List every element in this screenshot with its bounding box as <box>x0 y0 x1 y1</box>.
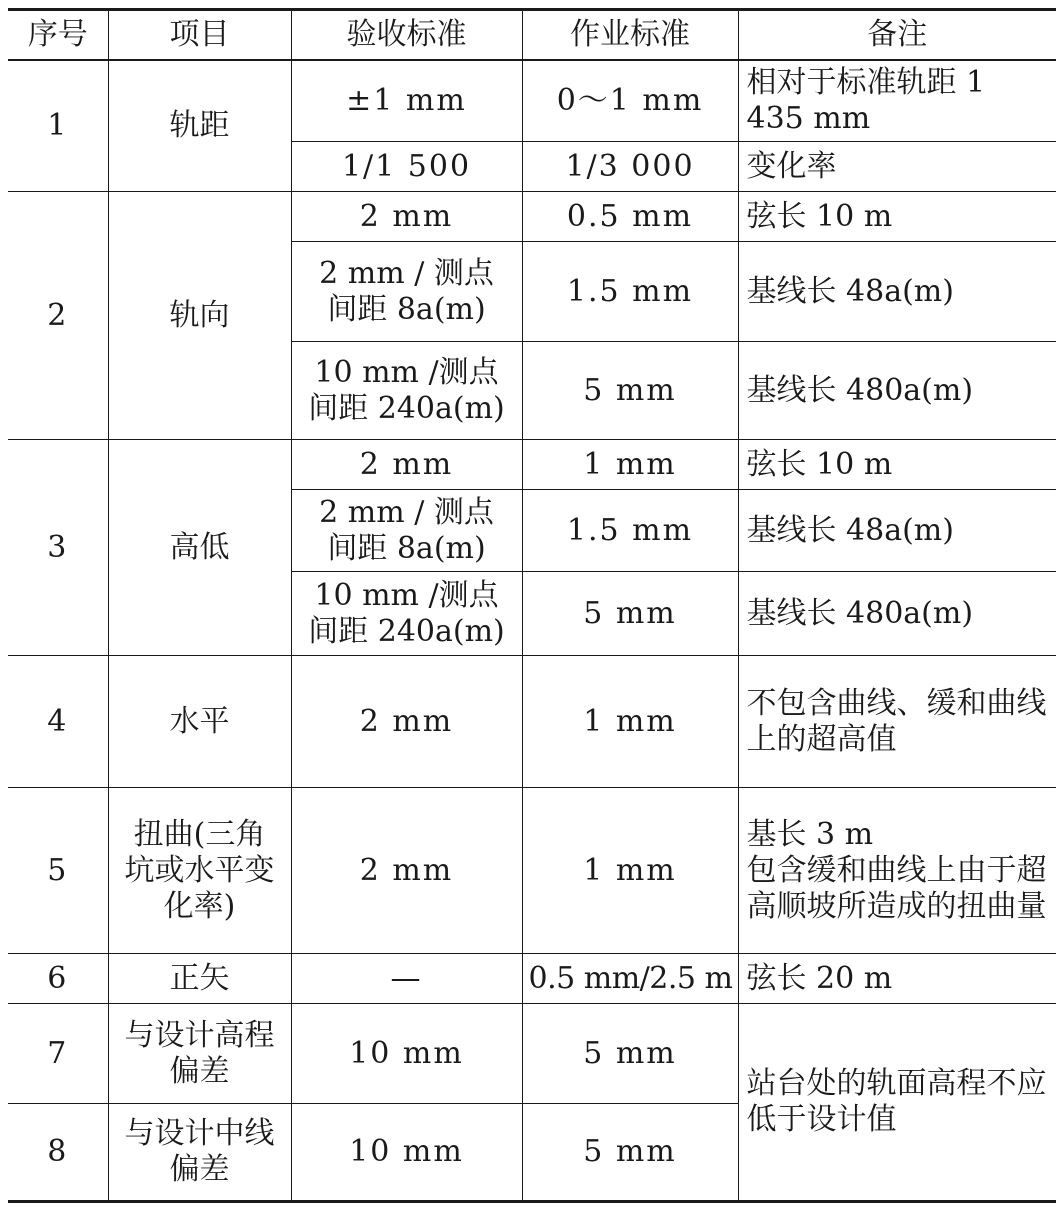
acceptance-cell: 2 mm / 测点间距 8a(m) <box>291 242 522 342</box>
remark-cell: 弦长 20 m <box>738 954 1056 1004</box>
table-row <box>8 656 1056 788</box>
row-item: 扭曲(三角坑或水平变化率) <box>108 788 291 954</box>
row-item: 轨距 <box>108 60 291 192</box>
work-cell: 5 mm <box>522 572 738 656</box>
table-row <box>8 954 1056 1004</box>
acceptance-cell: 1/1 500 <box>291 142 522 192</box>
remark-cell: 基线长 480a(m) <box>738 572 1056 656</box>
header-row <box>8 10 1056 60</box>
remark-cell: 基线长 48a(m) <box>738 490 1056 572</box>
remark-cell: 弦长 10 m <box>738 440 1056 490</box>
row-index: 3 <box>8 440 108 656</box>
remark-line: 包含缓和曲线上由于超高顺坡所造成的扭曲量 <box>746 852 1047 924</box>
acceptance-cell: 10 mm <box>291 1004 522 1104</box>
work-cell: 5 mm <box>522 1104 738 1202</box>
remark-line: 基长 3 m <box>746 816 874 852</box>
table-row <box>8 60 1056 142</box>
work-cell: 5 mm <box>522 1004 738 1104</box>
row-index: 6 <box>8 954 108 1004</box>
acceptance-cell: 10 mm <box>291 1104 522 1202</box>
row-item: 正矢 <box>108 954 291 1004</box>
row-index: 2 <box>8 192 108 440</box>
acceptance-cell: 10 mm /测点间距 240a(m) <box>291 572 522 656</box>
remark-cell: 站台处的轨面高程不应低于设计值 <box>738 1004 1056 1202</box>
table-row <box>8 192 1056 242</box>
acceptance-cell: ±1 mm <box>291 60 522 142</box>
remark-cell <box>738 788 1056 954</box>
work-cell: 0～1 mm <box>522 60 738 142</box>
table-row <box>8 1004 1056 1104</box>
work-cell: 1 mm <box>522 788 738 954</box>
row-index: 4 <box>8 656 108 788</box>
table-row <box>8 788 1056 954</box>
remark-cell: 相对于标准轨距 1 435 mm <box>738 60 1056 142</box>
remark-cell: 不包含曲线、缓和曲线上的超高值 <box>738 656 1056 788</box>
row-index: 8 <box>8 1104 108 1202</box>
row-index: 7 <box>8 1004 108 1104</box>
header-item: 项目 <box>108 10 291 60</box>
work-cell: 1 mm <box>522 440 738 490</box>
acceptance-cell: 2 mm <box>291 656 522 788</box>
acceptance-cell: 10 mm /测点间距 240a(m) <box>291 342 522 440</box>
acceptance-cell: 2 mm <box>291 440 522 490</box>
row-item: 高低 <box>108 440 291 656</box>
track-spec-table <box>8 8 1056 1203</box>
acceptance-cell: 2 mm / 测点间距 8a(m) <box>291 490 522 572</box>
header-acceptance: 验收标准 <box>291 10 522 60</box>
work-cell: 1.5 mm <box>522 242 738 342</box>
work-cell: 1 mm <box>522 656 738 788</box>
work-cell: 1/3 000 <box>522 142 738 192</box>
acceptance-cell: 2 mm <box>291 192 522 242</box>
acceptance-cell: — <box>291 954 522 1004</box>
header-remark: 备注 <box>738 10 1056 60</box>
row-item: 与设计中线偏差 <box>108 1104 291 1202</box>
row-item: 轨向 <box>108 192 291 440</box>
work-cell: 0.5 mm/2.5 m <box>522 954 738 1004</box>
acceptance-cell: 2 mm <box>291 788 522 954</box>
work-cell: 5 mm <box>522 342 738 440</box>
row-index: 1 <box>8 60 108 192</box>
remark-cell: 基线长 48a(m) <box>738 242 1056 342</box>
row-item: 水平 <box>108 656 291 788</box>
header-work: 作业标准 <box>522 10 738 60</box>
work-cell: 0.5 mm <box>522 192 738 242</box>
table-row <box>8 440 1056 490</box>
work-cell: 1.5 mm <box>522 490 738 572</box>
row-index: 5 <box>8 788 108 954</box>
header-index: 序号 <box>8 10 108 60</box>
remark-cell: 弦长 10 m <box>738 192 1056 242</box>
remark-cell: 基线长 480a(m) <box>738 342 1056 440</box>
row-item: 与设计高程偏差 <box>108 1004 291 1104</box>
remark-cell: 变化率 <box>738 142 1056 192</box>
